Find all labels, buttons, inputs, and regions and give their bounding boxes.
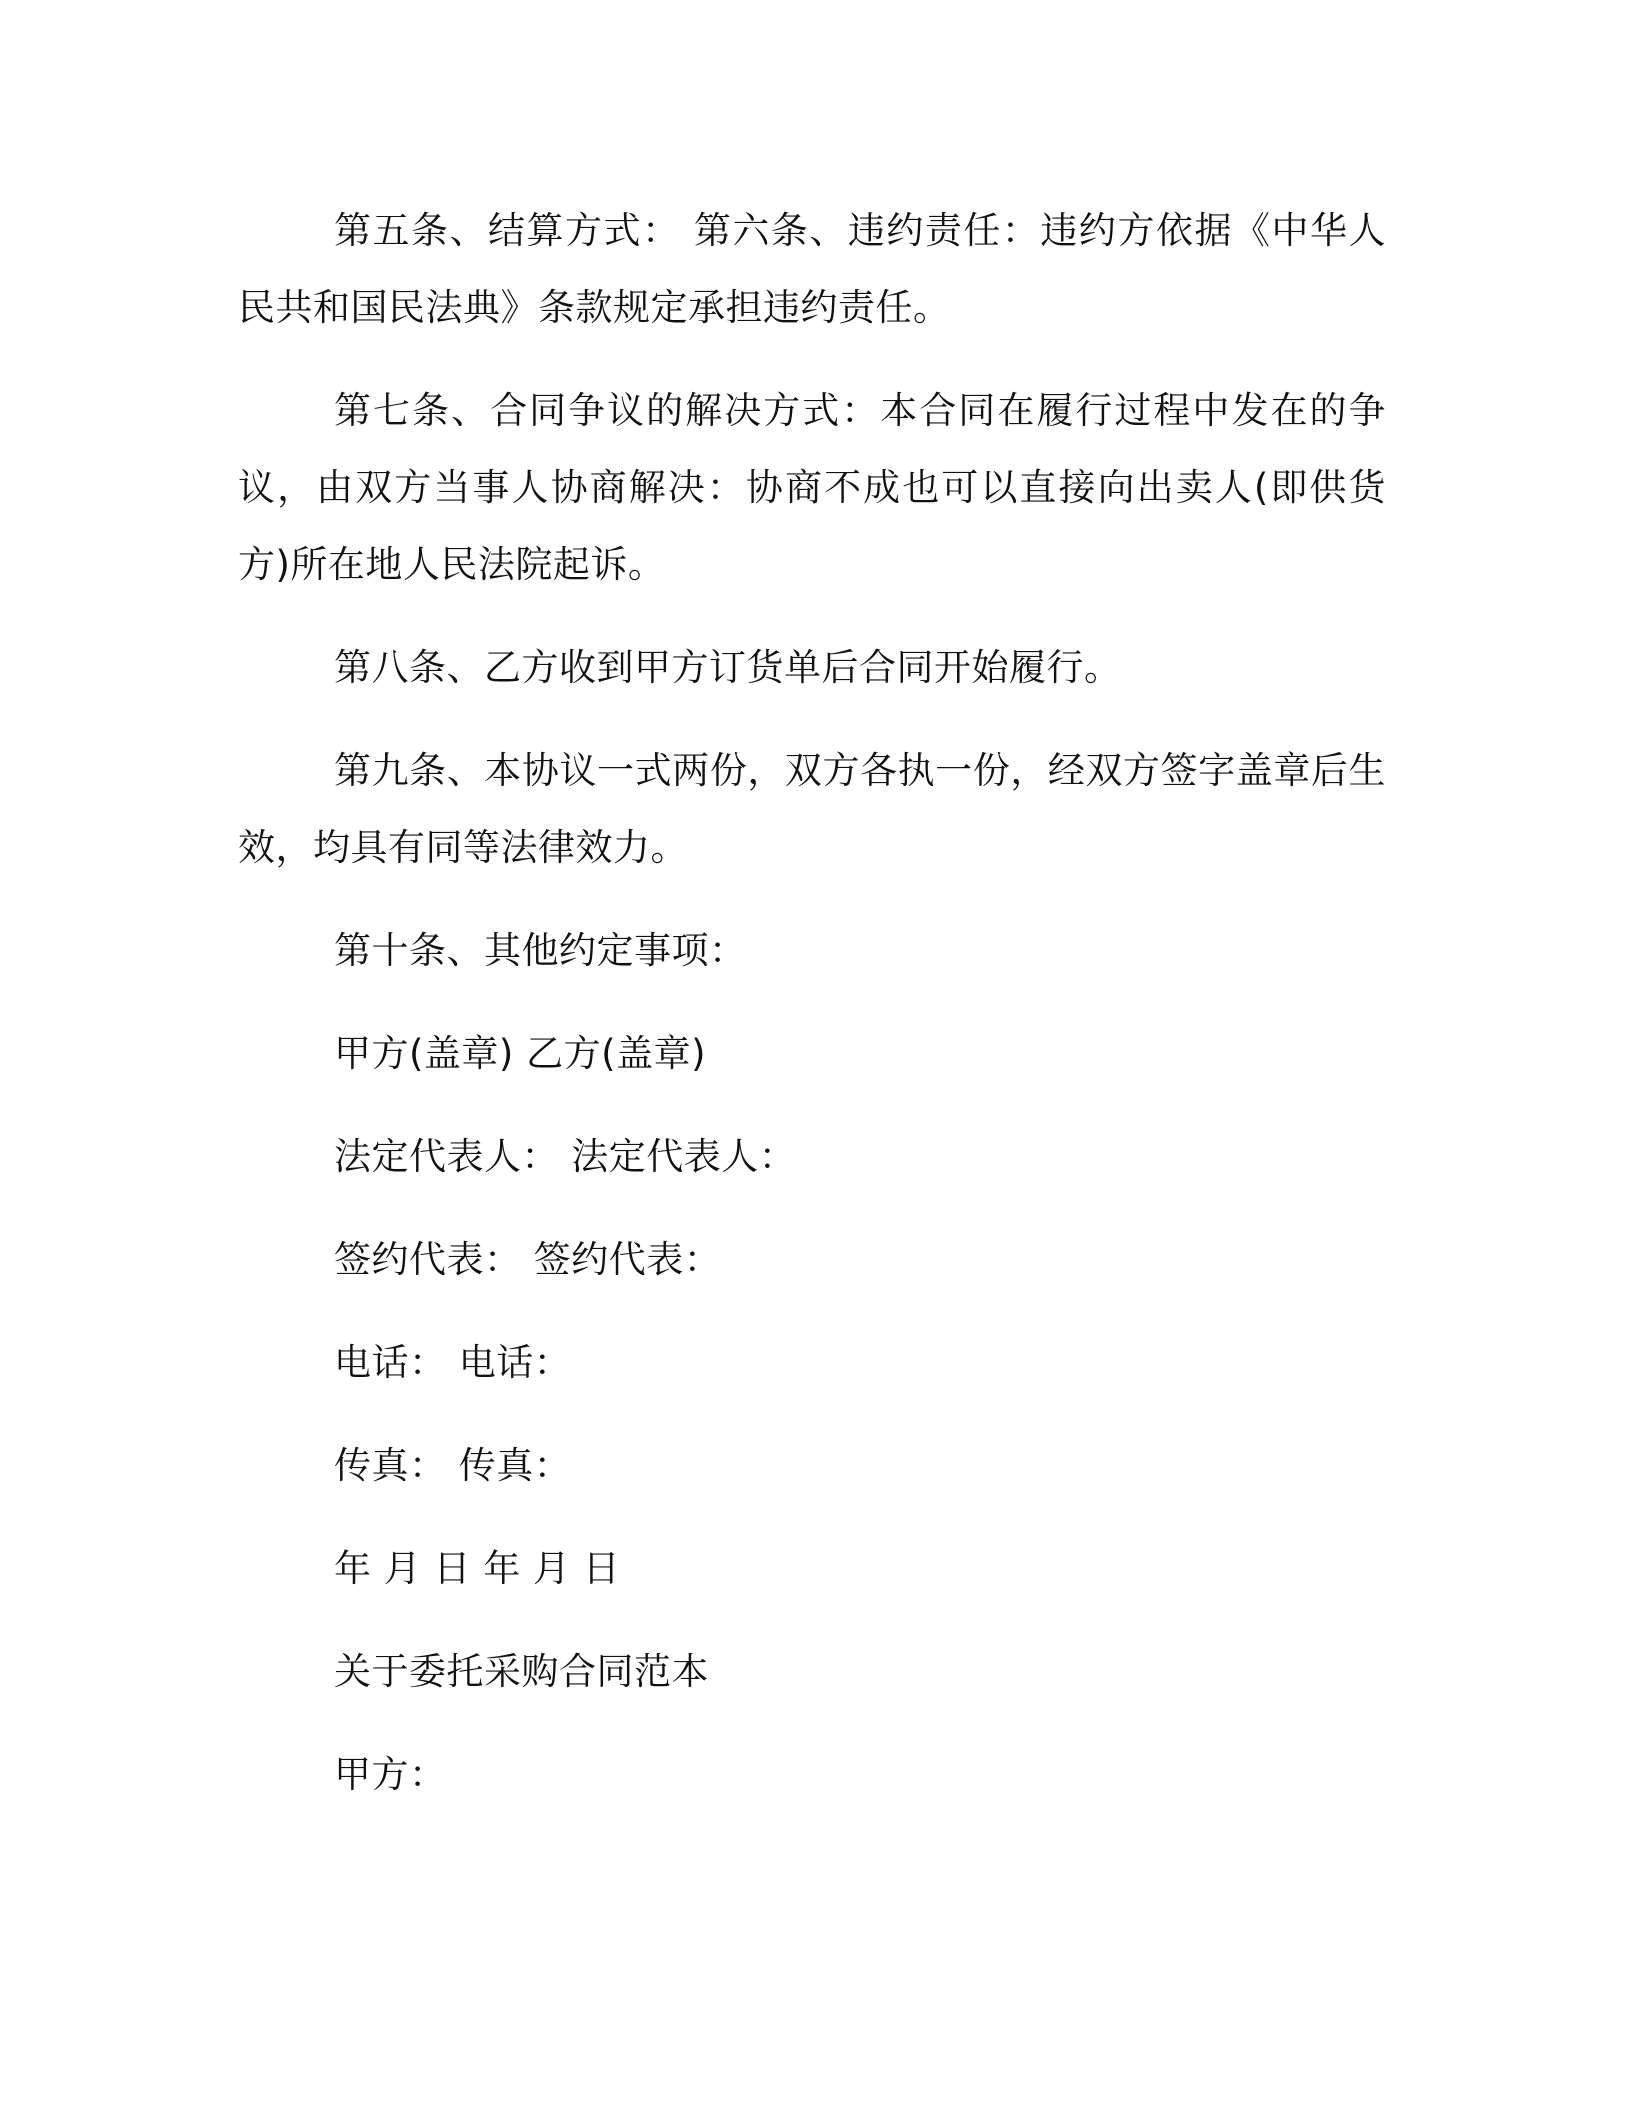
party-a-line: 甲方：	[334, 1753, 447, 1796]
article-9-paragraph: 第九条、本协议一式两份，双方各执一份，经双方签字盖章后生效，均具有同等法律效力。	[238, 749, 1386, 869]
date-line: 年 月 日 年 月 日	[334, 1547, 621, 1590]
document-body	[238, 192, 1386, 1839]
signing-representative-line: 签约代表： 签约代表：	[334, 1238, 722, 1281]
article-10-paragraph: 第十条、其他约定事项：	[334, 929, 747, 972]
article-5-6-paragraph: 第五条、结算方式： 第六条、违约责任：违约方依据《中华人民共和国民法典》条款规定承担违约责任。	[238, 209, 1386, 329]
article-7-paragraph: 第七条、合同争议的解决方式：本合同在履行过程中发在的争议，由双方当事人协商解决：协商不成也可以直接向出卖人(即供货方)所在地人民法院起诉。	[238, 389, 1386, 586]
fax-line: 传真： 传真：	[334, 1444, 572, 1487]
legal-representative-line: 法定代表人： 法定代表人：	[334, 1135, 797, 1178]
contract-title: 关于委托采购合同范本	[334, 1650, 709, 1693]
phone-line: 电话： 电话：	[334, 1341, 572, 1384]
article-8-paragraph: 第八条、乙方收到甲方订货单后合同开始履行。	[334, 646, 1122, 689]
seal-line: 甲方(盖章) 乙方(盖章)	[334, 1032, 707, 1075]
